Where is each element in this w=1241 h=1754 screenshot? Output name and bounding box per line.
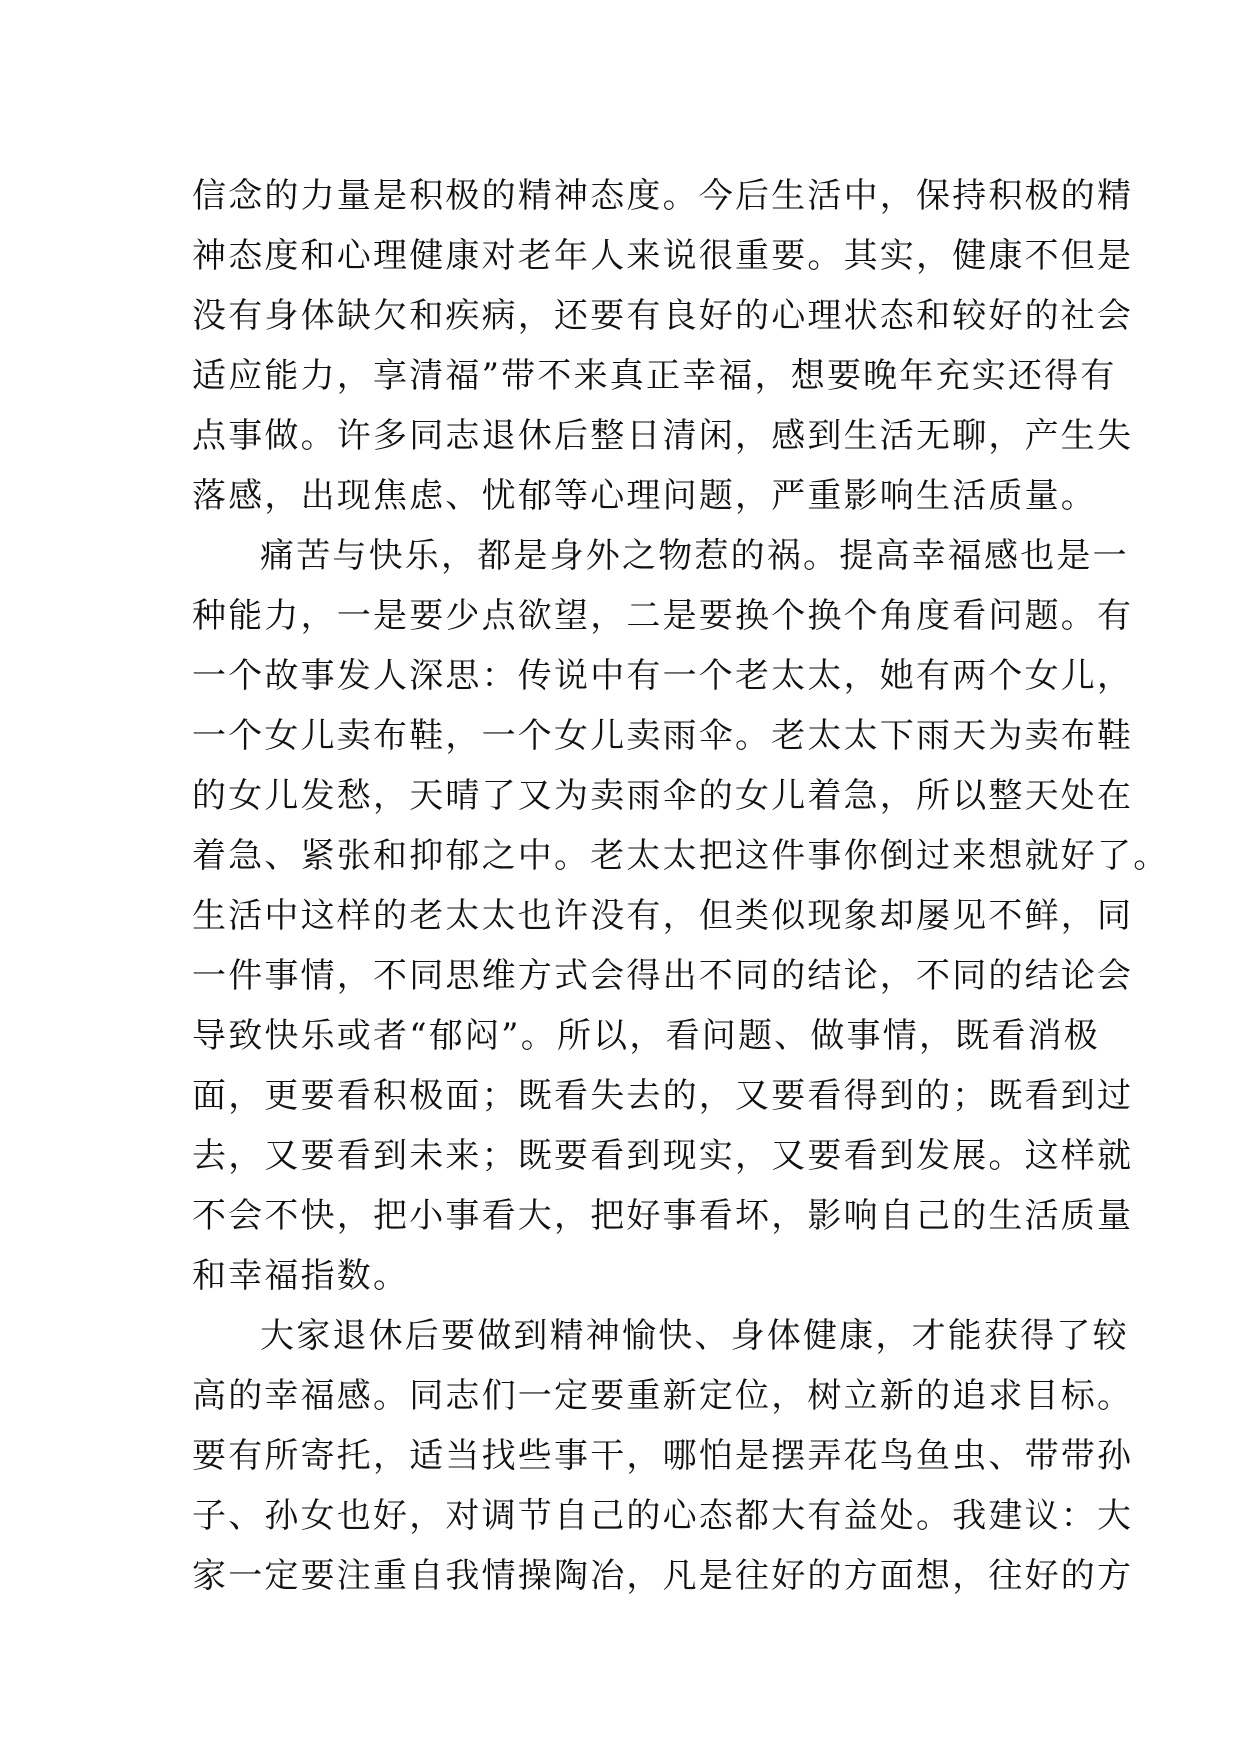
text-line: 大家退休后要做到精神愉快、身体健康，才能获得了较 bbox=[260, 1316, 1129, 1356]
paragraph-1 bbox=[192, 166, 1134, 526]
text-line: 面，更要看积极面；既看失去的，又要看得到的；既看到过 bbox=[192, 1076, 1134, 1116]
text-line: 的女儿发愁，天晴了又为卖雨伞的女儿着急，所以整天处在 bbox=[192, 776, 1134, 816]
text-line: 和幸福指数。 bbox=[192, 1256, 410, 1296]
text-line: 子、孙女也好，对调节自己的心态都大有益处。我建议：大 bbox=[192, 1496, 1134, 1536]
document-body bbox=[192, 166, 1170, 1606]
text-line: 不会不快，把小事看大，把好事看坏，影响自己的生活质量 bbox=[192, 1196, 1134, 1236]
text-line: 着急、紧张和抑郁之中。老太太把这件事你倒过来想就好了。 bbox=[192, 836, 1170, 876]
text-line: 信念的力量是积极的精神态度。今后生活中，保持积极的精 bbox=[192, 176, 1134, 216]
text-line: 导致快乐或者“郁闷”。所以，看问题、做事情，既看消极 bbox=[192, 1016, 1100, 1056]
paragraph-2 bbox=[192, 526, 1170, 1306]
text-line: 点事做。许多同志退休后整日清闲，感到生活无聊，产生失 bbox=[192, 416, 1134, 456]
text-line: 生活中这样的老太太也许没有，但类似现象却屡见不鲜，同 bbox=[192, 896, 1134, 936]
text-line: 高的幸福感。同志们一定要重新定位，树立新的追求目标。 bbox=[192, 1376, 1134, 1416]
text-line: 要有所寄托，适当找些事干，哪怕是摆弄花鸟鱼虫、带带孙 bbox=[192, 1436, 1134, 1476]
text-line: 落感，出现焦虑、忧郁等心理问题，严重影响生活质量。 bbox=[192, 476, 1097, 516]
text-line: 神态度和心理健康对老年人来说很重要。其实，健康不但是 bbox=[192, 236, 1134, 276]
text-line: 种能力，一是要少点欲望，二是要换个换个角度看问题。有 bbox=[192, 596, 1134, 636]
text-line: 痛苦与快乐，都是身外之物惹的祸。提高幸福感也是一 bbox=[260, 536, 1129, 576]
text-line: 没有身体缺欠和疾病，还要有良好的心理状态和较好的社会 bbox=[192, 296, 1134, 336]
text-line: 去，又要看到未来；既要看到现实，又要看到发展。这样就 bbox=[192, 1136, 1134, 1176]
text-line: 一个女儿卖布鞋，一个女儿卖雨伞。老太太下雨天为卖布鞋 bbox=[192, 716, 1134, 756]
text-line: 一件事情，不同思维方式会得出不同的结论，不同的结论会 bbox=[192, 956, 1134, 996]
text-line: 家一定要注重自我情操陶冶，凡是往好的方面想，往好的方 bbox=[192, 1556, 1134, 1596]
paragraph-3 bbox=[192, 1306, 1134, 1606]
text-line: 适应能力，享清福”带不来真正幸福，想要晚年充实还得有 bbox=[192, 356, 1117, 396]
text-line: 一个故事发人深思：传说中有一个老太太，她有两个女儿， bbox=[192, 656, 1134, 696]
